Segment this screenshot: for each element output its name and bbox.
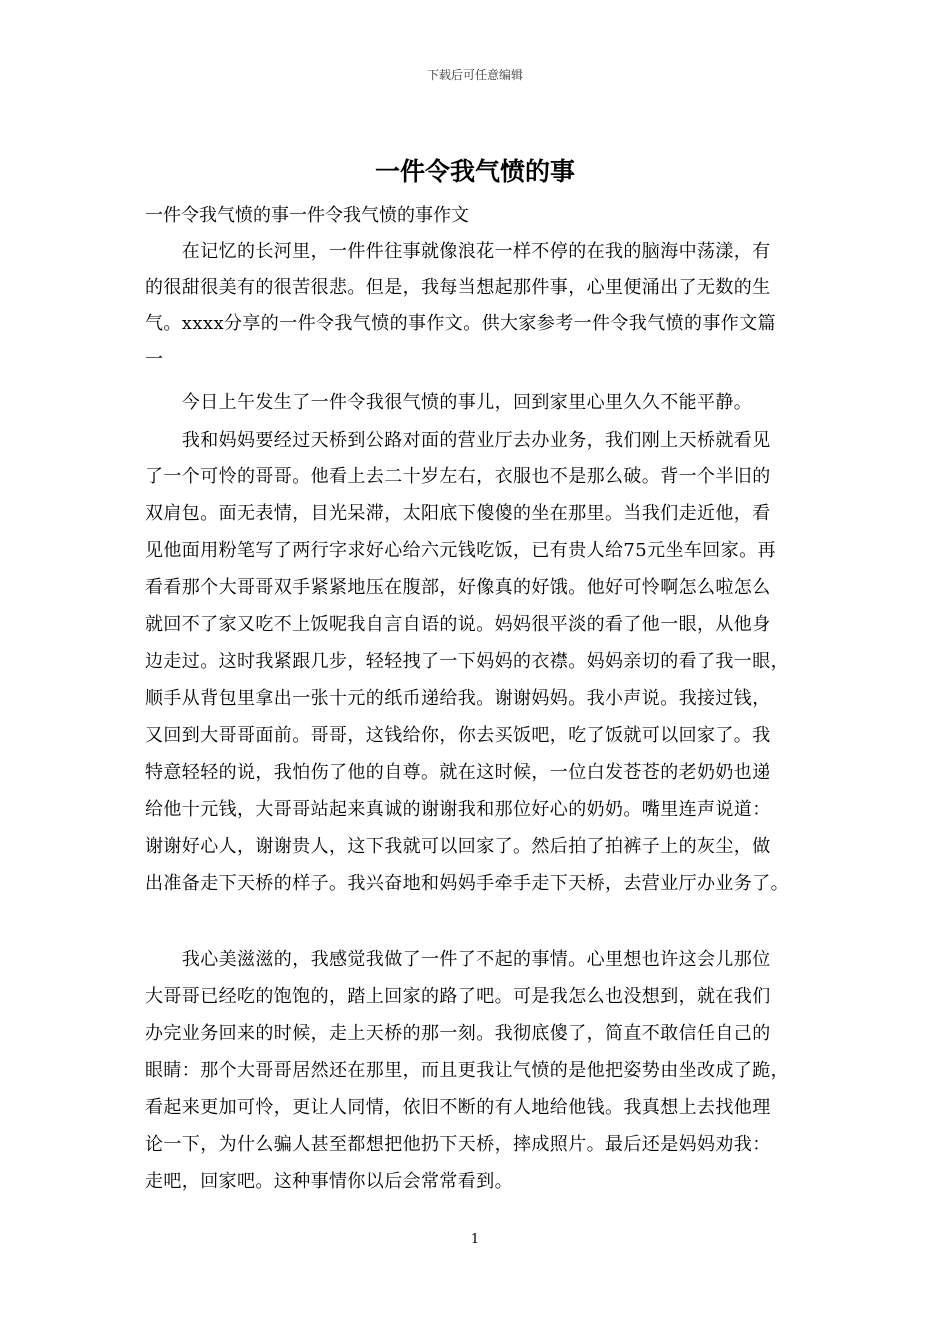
text-line: 论一下，为什么骗人甚至都想把他扔下天桥，摔成照片。最后还是妈妈劝我： [145, 1134, 771, 1155]
text-line: 在记忆的长河里，一件件往事就像浪花一样不停的在我的脑海中荡漾，有 [145, 241, 771, 262]
text-line: 今日上午发生了一件令我很气愤的事儿，回到家里心里久久不能平静。 [145, 392, 753, 413]
text-line: 眼睛：那个大哥哥居然还在那里，而且更我让气愤的是他把姿势由坐改成了跪， [145, 1060, 789, 1081]
text-line: 办完业务回来的时候，走上天桥的那一刻。我彻底傻了，简直不敢信任自己的 [145, 1023, 771, 1044]
text-line: 就回不了家又吃不上饭呢我自言自语的说。妈妈很平淡的看了他一眼，从他身 [145, 614, 771, 635]
text-line: 双肩包。面无表情，目光呆滞，太阳底下傻傻的坐在那里。当我们走近他，看 [145, 503, 771, 524]
text-line: 了一个可怜的哥哥。他看上去二十岁左右，衣服也不是那么破。背一个半旧的 [145, 466, 771, 487]
text-line: 的很甜很美有的很苦很悲。但是，我每当想起那件事，心里便涌出了无数的生 [145, 277, 771, 298]
text-line: 见他面用粉笔写了两行字求好心给六元钱吃饭，已有贵人给75元坐车回家。再 [145, 540, 776, 561]
page-number: 1 [470, 1232, 480, 1247]
text-line: 出准备走下天桥的样子。我兴奋地和妈妈手牵手走下天桥，去营业厅办业务了。 [145, 873, 789, 894]
text-line: 气。xxxx分享的一件令我气愤的事作文。供大家参考一件令我气愤的事作文篇 [145, 313, 777, 334]
text-line: 边走过。这时我紧跟几步，轻轻拽了一下妈妈的衣襟。妈妈亲切的看了我一眼， [145, 651, 789, 672]
text-line: 又回到大哥哥面前。哥哥，这钱给你，你去买饭吧，吃了饭就可以回家了。我 [145, 725, 771, 746]
text-line: 我和妈妈要经过天桥到公路对面的营业厅去办业务，我们刚上天桥就看见 [145, 430, 771, 451]
document-subtitle: 一件令我气愤的事一件令我气愤的事作文 [145, 205, 469, 226]
text-line: 一 [145, 349, 164, 370]
document-title: 一件令我气愤的事 [374, 157, 575, 186]
text-line: 看起来更加可怜，更让人同情，依旧不断的有人地给他钱。我真想上去找他理 [145, 1097, 771, 1118]
text-line: 特意轻轻的说，我怕伤了他的自尊。就在这时候，一位白发苍苍的老奶奶也递 [145, 762, 771, 783]
page-header: 下载后可任意编辑 [426, 68, 523, 82]
text-line: 顺手从背包里拿出一张十元的纸币递给我。谢谢妈妈。我小声说。我接过钱， [145, 688, 771, 709]
text-line: 看看那个大哥哥双手紧紧地压在腹部，好像真的好饿。他好可怜啊怎么啦怎么 [145, 577, 771, 598]
text-line: 大哥哥已经吃的饱饱的，踏上回家的路了吧。可是我怎么也没想到，就在我们 [145, 986, 771, 1007]
text-line: 谢谢好心人，谢谢贵人，这下我就可以回家了。然后拍了拍裤子上的灰尘，做 [145, 836, 771, 857]
text-line: 我心美滋滋的，我感觉我做了一件了不起的事情。心里想也许这会儿那位 [145, 949, 771, 970]
text-line: 走吧，回家吧。这种事情你以后会常常看到。 [145, 1171, 513, 1192]
text-line: 给他十元钱，大哥哥站起来真诚的谢谢我和那位好心的奶奶。嘴里连声说道： [145, 799, 771, 820]
